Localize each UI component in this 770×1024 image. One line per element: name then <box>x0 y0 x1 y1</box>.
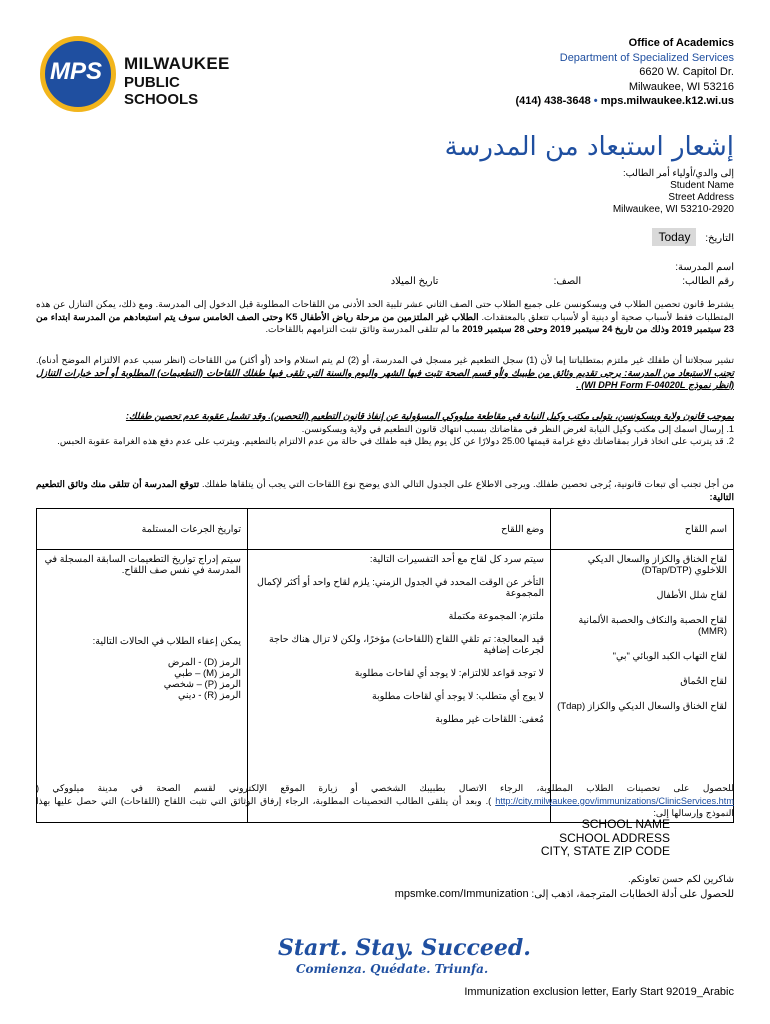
logo-line1: MILWAUKEE <box>124 54 230 73</box>
thanks-text: شاكرين لكم حسن تعاونكم. <box>627 874 734 885</box>
header-vaccine-name: اسم اللقاح <box>551 509 734 550</box>
footer-text: Immunization exclusion letter, Early Start 92019_Arabic <box>464 986 734 998</box>
vaccine-dtap: لقاح الخناق والكزاز والسعال الديكي اللاخلوي (DTap/DTP) <box>587 554 727 576</box>
header-bullet: • <box>593 95 598 107</box>
header-vaccine-status: وضع اللقاح <box>248 509 551 550</box>
para4-text: من أجل تجنب أي تبعات قانونية، يُرجى تحصين طفلك. ويرجى الاطلاع على الجدول التالي الذي يوضح نوع اللقاحات التي يجب أن يتلقاها طفلك. <box>201 479 734 489</box>
recipient-name: Student Name <box>670 180 734 191</box>
logo-line2: PUBLIC SCHOOLS <box>124 74 199 108</box>
status-in-process: قيد المعالجة: تم تلقي اللقاح (اللقاحات) مؤخرًا، ولكن لا تزال هناك حاجة لجرعات إضافية <box>268 634 544 656</box>
vaccine-table <box>36 508 734 823</box>
para5-text2: ). وبعد أن يتلقى الطالب التحصينات المطلوبة، الرجاء إرفاق الوثائق التي تثبت اللقاح (اللقاحات) التي حصل عليها بهذا النموذج وإرسالها إلى: <box>36 795 734 818</box>
vaccine-polio: لقاح شلل الأطفال <box>656 590 727 601</box>
vaccine-tdap: لقاح الخناق والسعال الديكي والكزاز (Tdap) <box>557 701 727 712</box>
student-fields-row <box>34 276 734 287</box>
status-behind: التأخر عن الوقت المحدد في الجدول الزمني: يلزم لقاح واحد أو أكثر لإكمال المجموعة <box>256 577 544 599</box>
translation-link[interactable]: mpsmke.com/Immunization <box>394 888 529 900</box>
exempt-code-r: الرمز (R) - ديني <box>177 690 241 701</box>
date-value[interactable]: Today <box>652 228 696 246</box>
exempt-code-m: الرمز (M) – طبي <box>174 668 241 679</box>
student-grade-label: الصف: <box>553 276 582 287</box>
exempt-intro: يمكن إعفاء الطلاب في الحالات التالية: <box>92 636 241 647</box>
date-row <box>652 228 734 246</box>
slogan-english: Start. Stay. Succeed. <box>278 935 531 961</box>
exempt-code-d: الرمز (D) - المرض <box>167 657 241 668</box>
para2-bold: تجنب الاستبعاد من المدرسة: يرجى تقديم وثائق من طبيبك و/أو قسم الصحة تثبت فيها الشهر واليوم والسنة التي تلقى فيها طفلك اللقاحات (التطعيمات) المطلوبة أو أحد خيارات التنازل (انظر نموذج WI DPH Form F-04020L) . <box>36 367 734 390</box>
paragraph-table-intro <box>36 478 734 503</box>
office-name: Office of Academics <box>628 37 734 49</box>
return-address <box>541 818 670 859</box>
slogan-spanish: Comienza. Quédate. Triunfa. <box>296 962 489 976</box>
header-city: Milwaukee, WI 53216 <box>628 80 734 93</box>
paragraph-records <box>36 354 734 392</box>
penalties-heading: بموجب قانون ولاية ويسكونسن، يتولى مكتب وكيل النيابة في مقاطعة ميلووكي المسؤولية عن إنفاذ قانون التطعيم (التحصين). وقد تشمل عقوبة عدم تحصين طفلك: <box>125 411 734 421</box>
vaccine-varicella: لقاح الحُماق <box>680 676 727 687</box>
recipient-label: إلى والدي/أولياء أمر الطالب: <box>623 168 734 179</box>
para2-text: تشير سجلاتنا أن طفلك غير ملتزم بمتطلباتنا إما لأن (1) سجل التطعيم غير مسجل في المدرسة، أو (2) لم يتم استلام واحد (أو أكثر) من اللقاحات (انظر سبب عدم الالتزام الموضح أدناه). <box>36 355 735 365</box>
school-label: اسم المدرسة: <box>675 262 734 273</box>
logo-abbr: MPS <box>49 58 102 85</box>
header-doses: تواريخ الجرعات المستلمة <box>37 509 248 550</box>
return-school-name: SCHOOL NAME <box>581 817 670 831</box>
status-no-rules: لا توجد قواعد للالتزام: لا يوجد أي لقاحات مطلوبة <box>354 668 544 679</box>
vaccine-hepb: لقاح التهاب الكبد الوبائي "بي" <box>612 651 727 662</box>
translation-row <box>36 888 734 902</box>
status-intro: سيتم سرد كل لقاح مع أحد التفسيرات التالية: <box>369 554 544 565</box>
vaccine-mmr: لقاح الحصبة والنكاف والحصبة الألمانية (MMR) <box>578 615 727 637</box>
student-number-label: رقم الطالب: <box>682 276 734 287</box>
recipient-street: Street Address <box>668 192 734 203</box>
recipient-city: Milwaukee, WI 53210-2920 <box>612 204 734 215</box>
date-label: التاريخ: <box>705 233 734 244</box>
return-school-address: SCHOOL ADDRESS <box>559 830 670 845</box>
department-name: Department of Specialized Services <box>559 51 734 64</box>
paragraph-penalties <box>36 410 734 448</box>
status-exempt: مُعفى: اللقاحات غير مطلوبة <box>435 714 544 725</box>
penalty-item-2: 2. قد يترتب على اتخاذ قرار بمقاضاتك دفع غرامة قيمتها 25.00 دولارًا عن كل يوم يظل فيه طفلك في حالة من عدم الالتزام بالتطعيم. ويترتب على عدم دفع هذه الغرامة عقوبة الحبس. <box>57 436 734 446</box>
para5-text1: للحصول على تحصينات الطلاب المطلوبة، الرجاء الاتصال بطبيبك الشخصي أو زيارة الموقع الإلكتروني لقسم الصحة في مدينة ميلووكي ( <box>36 783 734 793</box>
header-phone: (414) 438-3648 <box>515 95 591 107</box>
table-header-row <box>37 509 734 550</box>
status-compliant: ملتزم: المجموعة مكتملة <box>448 611 544 622</box>
doses-intro: سيتم إدراج تواريخ التطعيمات السابقة المسجلة في المدرسة في نفس صف اللقاح. <box>44 554 241 576</box>
para4-bold: تتوقع المدرسة أن تتلقى منك وثائق التطعيم التالية: <box>36 479 734 502</box>
mps-logo <box>40 36 240 112</box>
student-dob-label: تاريخ الميلاد <box>390 276 439 287</box>
status-no-requirement: لا يوج أي متطلب: لا يوجد أي لقاحات مطلوبة <box>371 691 544 702</box>
paragraph-obtain <box>36 782 734 820</box>
clinic-services-link[interactable]: http://city.milwaukee.gov/immunizations/ClinicServices.htm <box>495 795 734 806</box>
paragraph-requirements <box>36 298 734 336</box>
header-street: 6620 W. Capitol Dr. <box>639 66 734 78</box>
header-website[interactable]: mps.milwaukee.k12.wi.us <box>600 95 734 107</box>
header-address <box>515 36 734 109</box>
exempt-code-p: الرمز (P) – شخصي <box>163 679 241 690</box>
return-city-state-zip: CITY, STATE ZIP CODE <box>540 844 670 858</box>
translation-text: للحصول على أدلة الخطابات المترجمة، اذهب إلى: <box>531 889 734 900</box>
para1-text: يشترط قانون تحصين الطلاب في ويسكونسن على جميع الطلاب حتى الصف الثاني عشر تلبية الحد الأدنى من اللقاحات المطلوبة قبل الدخول إلى المدرسة. ومع ذلك، يمكن التنازل عن هذه المتطلبات فقط لأسباب صحية أو دينية أو لأسباب تتعلق بالمعتقدات. <box>36 299 734 322</box>
page-title: إشعار استبعاد من المدرسة <box>444 132 734 162</box>
penalty-item-1: 1. إرسال اسمك إلى مكتب وكيل النيابة لغرض النظر في مقاضاتك بسبب انتهاك قانون التطعيم في ولاية ويسكونسن. <box>301 423 734 434</box>
para1-bold: الطلاب غير الملتزمين من مرحلة رياض الأطفال K5 وحتى الصف الخامس سوف يتم استبعادهم من المدرسة ابتداء من 23 سبتمبر 2019 وذلك من تاريخ 24 سبتمبر 2019 وحتى 28 سبتمبر 2019 <box>36 311 734 334</box>
para1-end: ما لم تتلقى المدرسة وثائق تثبت التزامهم باللقاحات. <box>265 324 460 334</box>
recipient-block <box>613 168 734 216</box>
